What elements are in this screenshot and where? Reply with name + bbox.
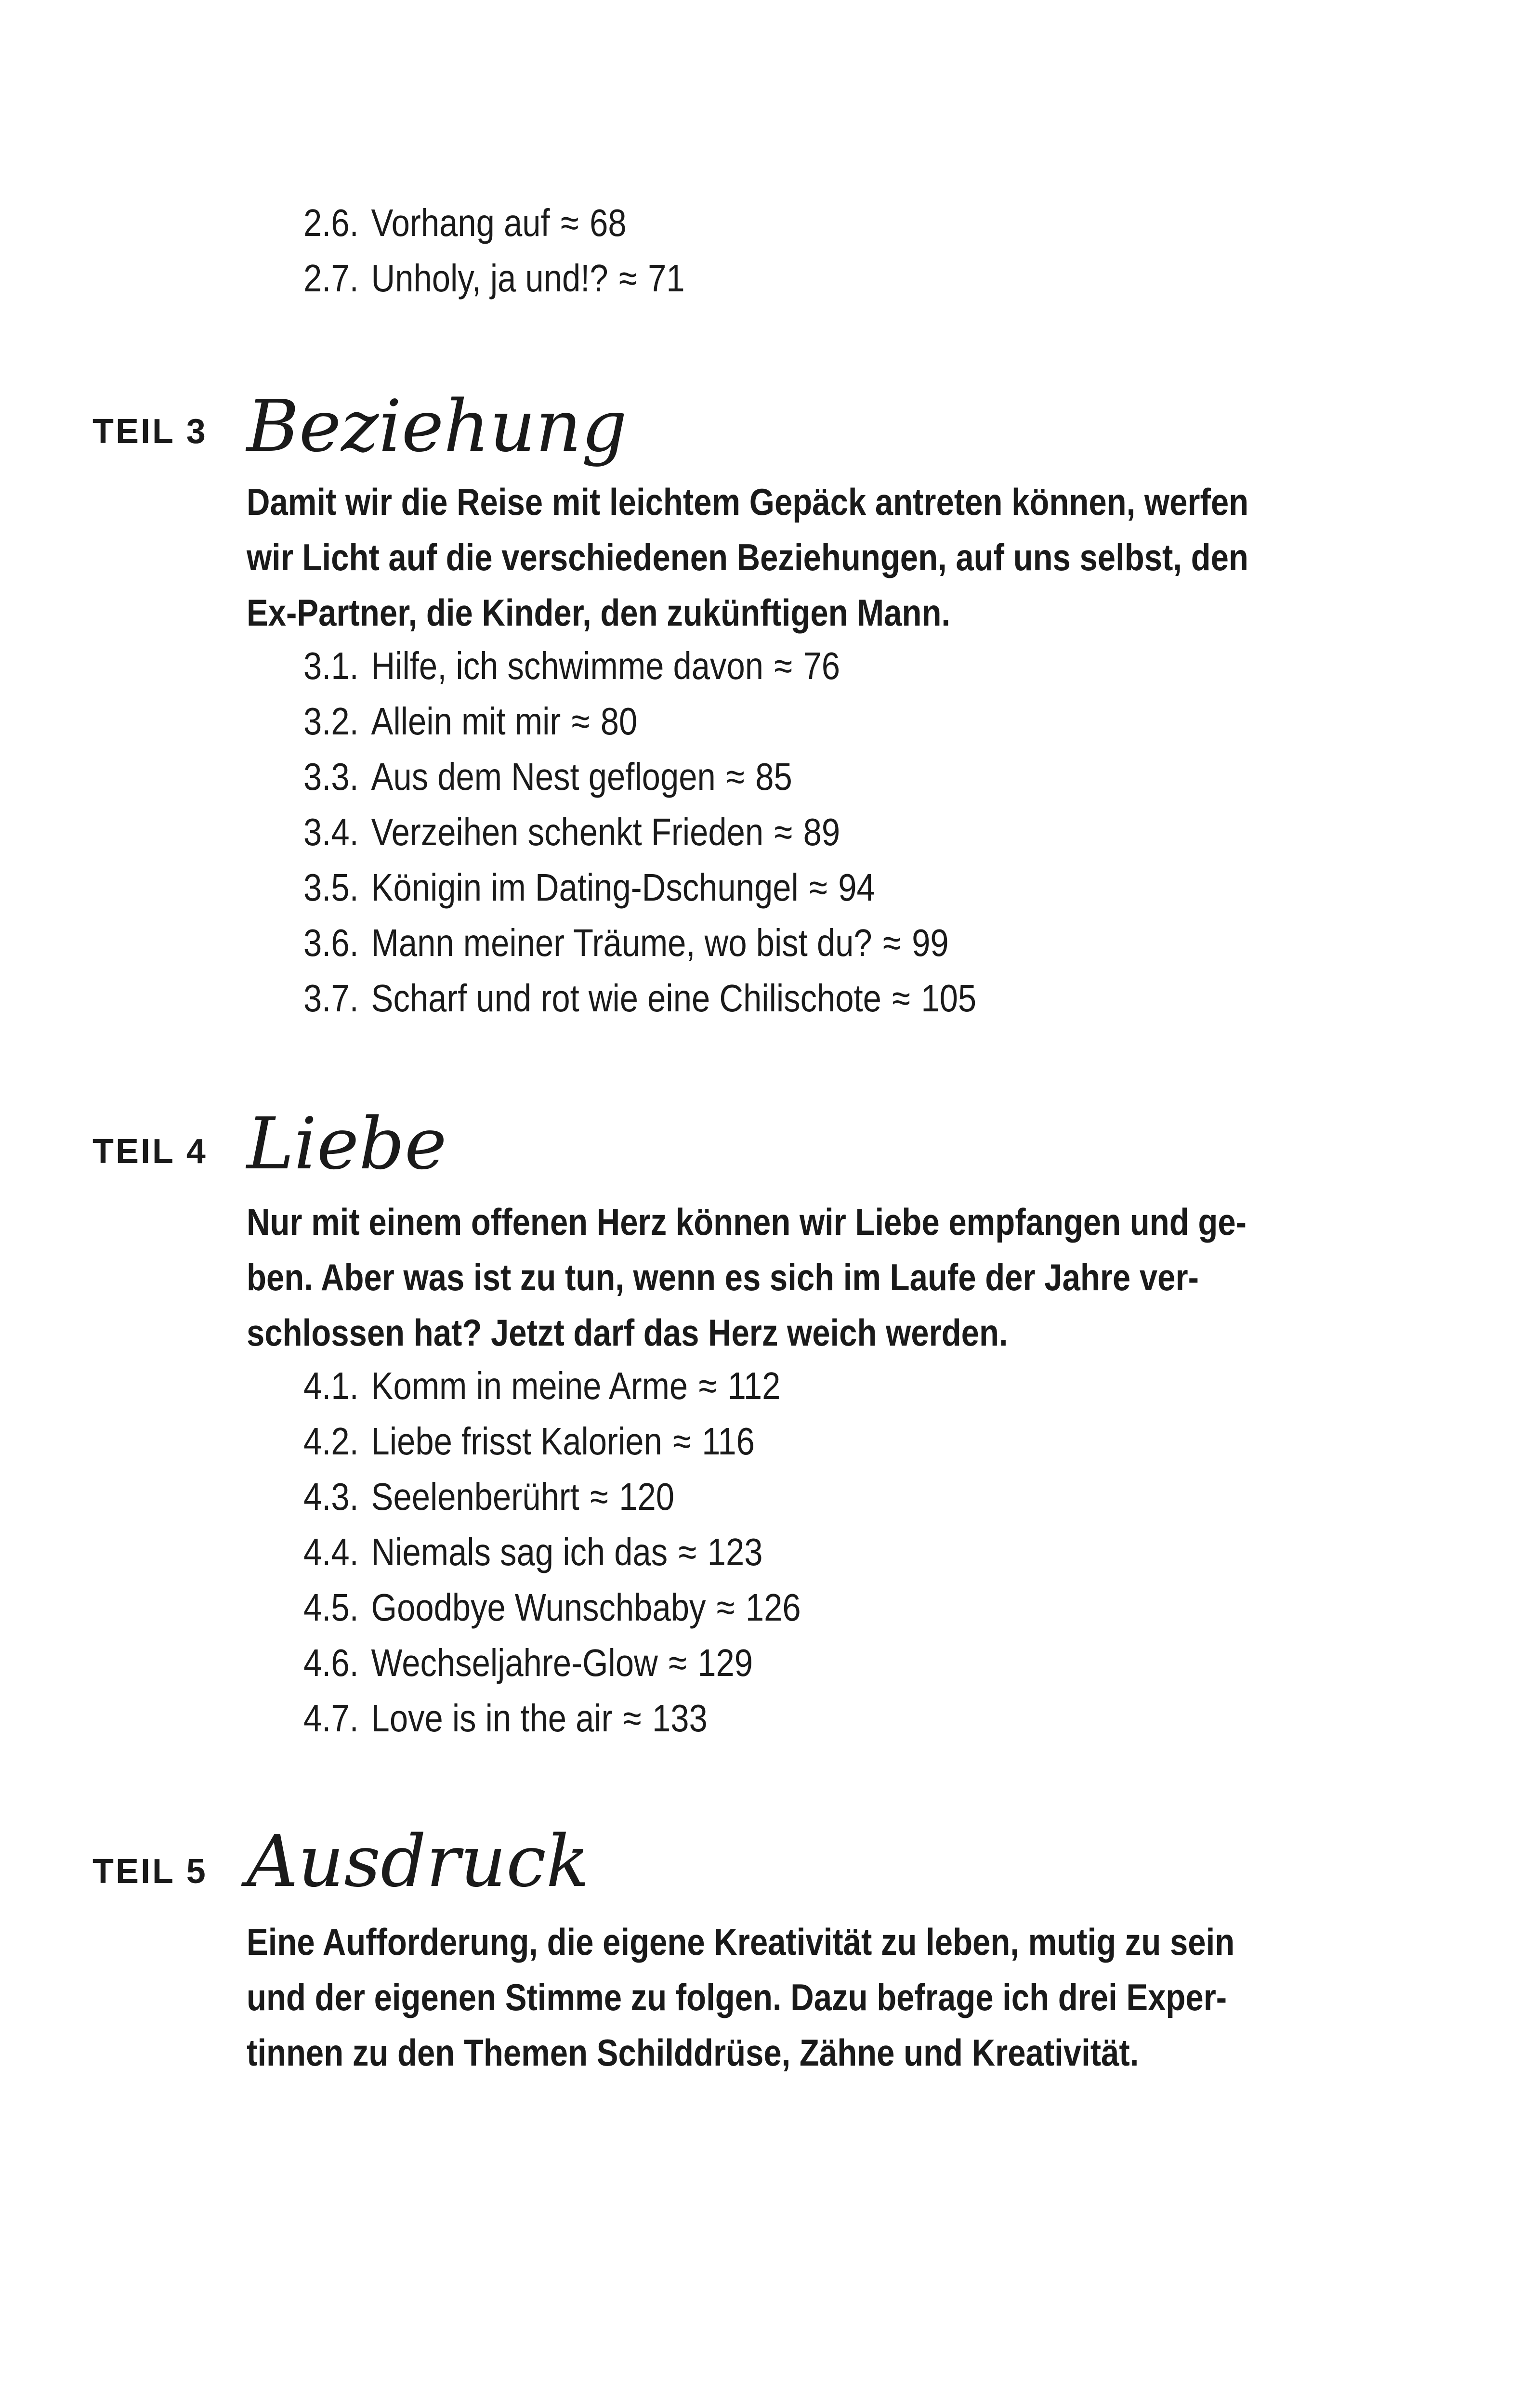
approx-separator-icon: ≈ — [669, 1641, 687, 1684]
entry-number: 4.5. — [303, 1586, 359, 1629]
entry-page: 76 — [803, 644, 840, 687]
approx-separator-icon: ≈ — [716, 1586, 735, 1629]
approx-separator-icon: ≈ — [678, 1531, 697, 1573]
approx-separator-icon: ≈ — [883, 921, 901, 964]
entry-number: 4.6. — [303, 1641, 359, 1684]
entry-number: 2.6. — [303, 201, 359, 244]
toc-entry[interactable] — [303, 1690, 708, 1746]
toc-entry[interactable] — [303, 250, 685, 306]
description-line: Nur mit einem offenen Herz können wir Liebe empfangen und ge- — [247, 1201, 1247, 1243]
toc-entry[interactable] — [303, 915, 949, 970]
approx-separator-icon: ≈ — [892, 977, 910, 1020]
entry-number: 4.1. — [303, 1364, 359, 1407]
description-line: wir Licht auf die verschiedenen Beziehungen, auf uns selbst, den — [247, 536, 1248, 578]
entry-number: 2.7. — [303, 257, 359, 300]
approx-separator-icon: ≈ — [560, 201, 579, 244]
entry-page: 89 — [803, 811, 840, 853]
entry-page: 120 — [619, 1475, 675, 1518]
entry-page: 112 — [727, 1364, 781, 1407]
part-title: Beziehung — [247, 385, 627, 468]
description-line: Eine Aufforderung, die eigene Kreativität zu leben, mutig zu sein — [247, 1921, 1235, 1963]
part-label: TEIL 3 — [92, 412, 208, 451]
entry-number: 3.1. — [303, 644, 359, 687]
entry-title: Goodbye Wunschbaby — [371, 1586, 706, 1629]
entry-page: 85 — [755, 755, 792, 798]
entry-number: 3.4. — [303, 811, 359, 853]
description-line: Ex-Partner, die Kinder, den zukünftigen Mann. — [247, 591, 951, 634]
entry-title: Unholy, ja und!? — [371, 257, 608, 300]
entry-page: 133 — [652, 1697, 708, 1740]
description-line: und der eigenen Stimme zu folgen. Dazu befrage ich drei Exper- — [247, 1976, 1227, 2018]
entry-number: 4.3. — [303, 1475, 359, 1518]
approx-separator-icon: ≈ — [698, 1364, 717, 1407]
entry-number: 4.4. — [303, 1531, 359, 1573]
entry-title: Hilfe, ich schwimme davon — [371, 644, 763, 687]
description-line: schlossen hat? Jetzt darf das Herz weich werden. — [247, 1311, 1008, 1354]
approx-separator-icon: ≈ — [623, 1697, 642, 1740]
description-line: tinnen zu den Themen Schilddrüse, Zähne und Kreativität. — [247, 2031, 1139, 2074]
toc-entry[interactable] — [303, 694, 637, 749]
entry-number: 3.6. — [303, 921, 359, 964]
approx-separator-icon: ≈ — [619, 257, 637, 300]
approx-separator-icon: ≈ — [809, 866, 827, 909]
toc-entry[interactable] — [303, 1469, 674, 1524]
part-title: Ausdruck — [247, 1820, 590, 1903]
approx-separator-icon: ≈ — [673, 1420, 691, 1463]
description-line: ben. Aber was ist zu tun, wenn es sich im Laufe der Jahre ver- — [247, 1256, 1199, 1298]
toc-entry[interactable] — [303, 1580, 801, 1635]
part-label: TEIL 4 — [92, 1132, 208, 1171]
entry-page: 71 — [648, 257, 685, 300]
entry-page: 105 — [921, 977, 977, 1020]
approx-separator-icon: ≈ — [571, 700, 590, 743]
entry-page: 68 — [590, 201, 627, 244]
entry-title: Liebe frisst Kalorien — [371, 1420, 662, 1463]
entry-title: Aus dem Nest geflogen — [371, 755, 716, 798]
part-description — [247, 474, 1321, 641]
entry-title: Allein mit mir — [371, 700, 561, 743]
approx-separator-icon: ≈ — [774, 644, 793, 687]
toc-entry[interactable] — [303, 860, 875, 915]
entry-page: 80 — [600, 700, 638, 743]
entry-page: 126 — [745, 1586, 801, 1629]
entry-number: 3.7. — [303, 977, 359, 1020]
part-description — [247, 1914, 1321, 2081]
approx-separator-icon: ≈ — [726, 755, 745, 798]
toc-entry[interactable] — [303, 804, 840, 860]
entry-title: Vorhang auf — [371, 201, 550, 244]
toc-entry[interactable] — [303, 1358, 780, 1413]
entry-title: Wechseljahre-Glow — [371, 1641, 658, 1684]
toc-entry[interactable] — [303, 1635, 753, 1690]
entry-title: Komm in meine Arme — [371, 1364, 688, 1407]
entry-page: 116 — [702, 1420, 755, 1463]
entry-title: Scharf und rot wie eine Chilischote — [371, 977, 881, 1020]
entry-title: Mann meiner Träume, wo bist du? — [371, 921, 872, 964]
description-line: Damit wir die Reise mit leichtem Gepäck antreten können, werfen — [247, 481, 1249, 523]
entry-title: Niemals sag ich das — [371, 1531, 668, 1573]
entry-number: 4.2. — [303, 1420, 359, 1463]
toc-entry[interactable] — [303, 1413, 755, 1469]
entry-number: 3.3. — [303, 755, 359, 798]
entry-page: 94 — [838, 866, 875, 909]
part-title: Liebe — [247, 1102, 447, 1185]
entry-page: 129 — [697, 1641, 753, 1684]
approx-separator-icon: ≈ — [774, 811, 793, 853]
approx-separator-icon: ≈ — [590, 1475, 608, 1518]
entry-page: 99 — [912, 921, 949, 964]
part-description — [247, 1194, 1321, 1361]
toc-entry[interactable] — [303, 1524, 762, 1580]
entry-number: 3.5. — [303, 866, 359, 909]
toc-entry[interactable] — [303, 638, 840, 694]
entry-number: 3.2. — [303, 700, 359, 743]
toc-entry[interactable] — [303, 970, 976, 1026]
entry-title: Seelenberührt — [371, 1475, 579, 1518]
entry-title: Love is in the air — [371, 1697, 613, 1740]
toc-entry[interactable] — [303, 749, 792, 804]
entry-title: Königin im Dating-Dschungel — [371, 866, 799, 909]
entry-number: 4.7. — [303, 1697, 359, 1740]
part-label: TEIL 5 — [92, 1852, 208, 1891]
entry-title: Verzeihen schenkt Frieden — [371, 811, 764, 853]
entry-page: 123 — [707, 1531, 763, 1573]
toc-entry[interactable] — [303, 195, 627, 250]
